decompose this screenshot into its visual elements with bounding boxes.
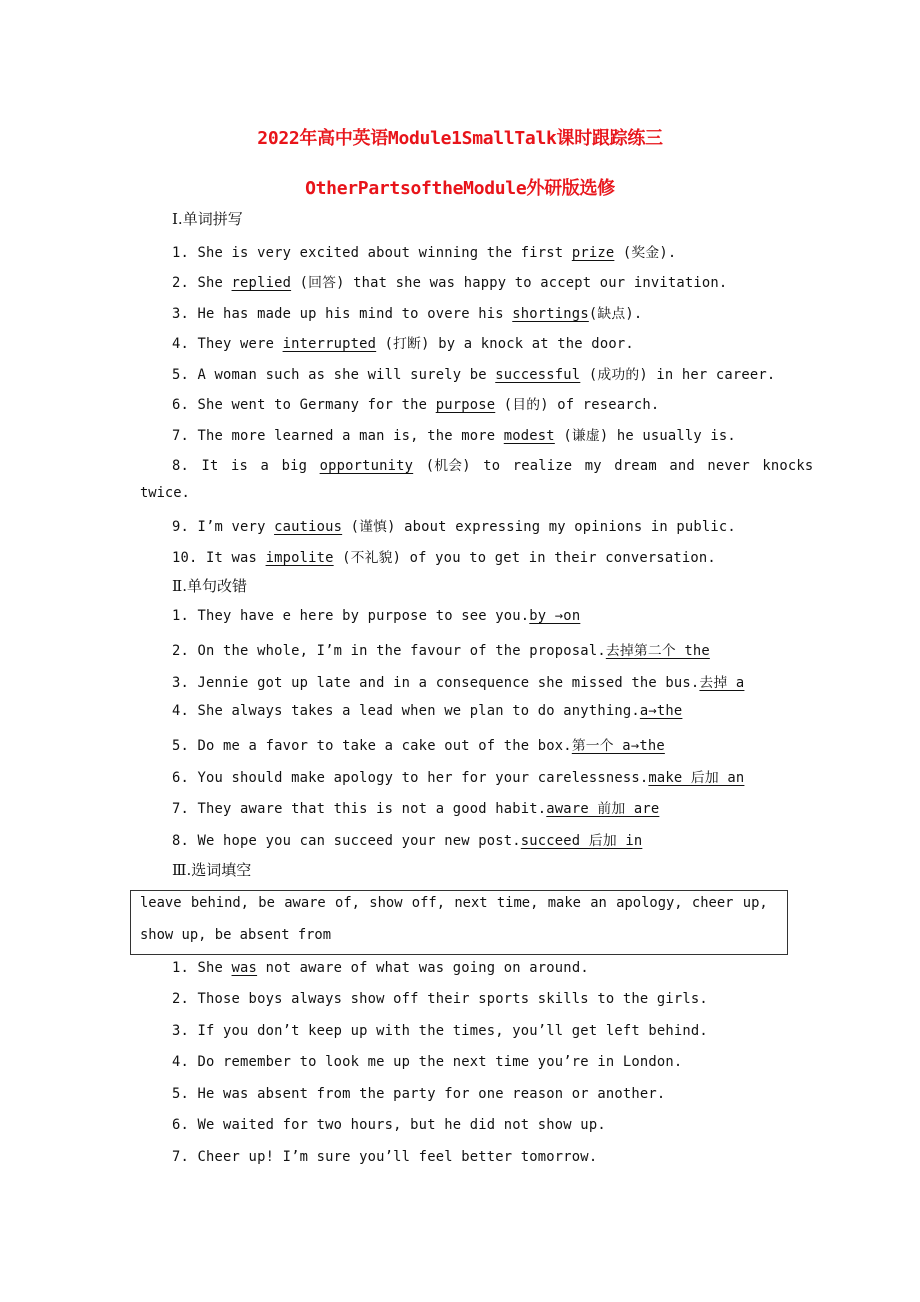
item-answer: was	[231, 960, 258, 976]
item-answer: 第一个 a→the	[571, 738, 665, 754]
item-text: 3. He has made up his mind to overe his	[172, 306, 513, 322]
correction-item	[172, 829, 642, 849]
fill-in-item	[172, 960, 589, 976]
spelling-item	[172, 302, 642, 322]
word-bank-box	[130, 890, 788, 955]
correction-item	[172, 797, 659, 817]
item-text: (回答) that she was happy to accept our invitation.	[291, 275, 728, 291]
item-text: 3. Jennie got up late and in a consequence she missed the bus.	[172, 675, 700, 691]
fill-in-item: 4. Do remember to look me up the next time you’re in London.	[172, 1054, 683, 1070]
item-answer: 去掉第二个 the	[605, 643, 710, 659]
item-text: 8. It is a big	[172, 458, 320, 474]
item-text: (目的) of research.	[495, 397, 660, 413]
item-text: (不礼貌) of you to get in their conversation.	[333, 550, 716, 566]
item-text: 4. She always takes a lead when we plan to do anything.	[172, 703, 640, 719]
section-heading-error-correction: Ⅱ.单句改错	[172, 577, 247, 595]
item-answer: shortings	[512, 306, 589, 322]
item-answer: succeed 后加 in	[520, 833, 643, 849]
item-text: (奖金).	[614, 245, 677, 261]
document-title-line2: OtherPartsoftheModule外研版选修	[305, 178, 615, 199]
spelling-item	[172, 515, 736, 535]
correction-item	[172, 639, 710, 659]
correction-item	[172, 766, 744, 786]
item-answer: modest	[503, 428, 555, 444]
item-text: 5. Do me a favor to take a cake out of the box.	[172, 738, 572, 754]
spelling-item	[172, 363, 775, 383]
spelling-item	[172, 241, 676, 261]
item-answer: purpose	[435, 397, 496, 413]
item-text: 4. They were	[172, 336, 283, 352]
spelling-item	[172, 332, 634, 352]
correction-item	[172, 608, 580, 624]
item-answer: cautious	[274, 519, 343, 535]
spelling-item	[172, 546, 716, 566]
item-answer: by →on	[529, 608, 581, 624]
item-text: 1. She	[172, 960, 232, 976]
item-text: (成功的) in her career.	[580, 367, 776, 383]
fill-in-item: 5. He was absent from the party for one reason or another.	[172, 1086, 666, 1102]
item-answer: interrupted	[282, 336, 377, 352]
word-bank-line1: leave behind, be aware of, show off, next time, make an apology, cheer up,	[140, 895, 768, 911]
item-answer: aware 前加 are	[546, 801, 660, 817]
item-text: (谦虚) he usually is.	[554, 428, 736, 444]
item-answer: prize	[571, 245, 615, 261]
section-heading-fill-in: Ⅲ.选词填空	[172, 861, 252, 879]
item-text: 1. She is very excited about winning the first	[172, 245, 572, 261]
spelling-item	[172, 271, 727, 291]
item-text: 10. It was	[172, 550, 266, 566]
item-text: 2. She	[172, 275, 232, 291]
item-text: 6. She went to Germany for the	[172, 397, 436, 413]
spelling-item-continuation: twice.	[140, 485, 190, 501]
word-bank-line2: show up, be absent from	[140, 927, 332, 943]
correction-item	[172, 734, 665, 754]
item-text: 9. I’m very	[172, 519, 275, 535]
item-answer: impolite	[265, 550, 334, 566]
item-answer: successful	[495, 367, 581, 383]
item-text: 6. You should make apology to her for your carelessness.	[172, 770, 649, 786]
item-text: not aware of what was going on around.	[257, 960, 589, 976]
item-answer: a→the	[639, 703, 683, 719]
fill-in-item: 2. Those boys always show off their sports skills to the girls.	[172, 991, 708, 1007]
spelling-item	[172, 424, 736, 444]
fill-in-item: 7. Cheer up! I’m sure you’ll feel better tomorrow.	[172, 1149, 598, 1165]
item-text: (谨慎) about expressing my opinions in public.	[342, 519, 736, 535]
item-answer: 去掉 a	[699, 675, 745, 691]
item-answer: replied	[231, 275, 292, 291]
item-text: 5. A woman such as she will surely be	[172, 367, 496, 383]
item-text: (打断) by a knock at the door.	[376, 336, 634, 352]
item-text: 7. The more learned a man is, the more	[172, 428, 504, 444]
document-title-line1: 2022年高中英语Module1SmallTalk课时跟踪练三	[257, 128, 663, 149]
item-answer: opportunity	[319, 458, 414, 474]
item-answer: make 后加 an	[648, 770, 745, 786]
correction-item	[172, 671, 744, 691]
item-text: 7. They aware that this is not a good habit.	[172, 801, 547, 817]
item-text: (机会) to realize my dream and never knocks	[413, 458, 814, 474]
item-text: 8. We hope you can succeed your new post.	[172, 833, 521, 849]
item-text: (缺点).	[588, 306, 643, 322]
spelling-item	[172, 454, 813, 474]
item-text: 2. On the whole, I’m in the favour of the proposal.	[172, 643, 606, 659]
correction-item	[172, 703, 682, 719]
fill-in-item: 3. If you don’t keep up with the times, you’ll get left behind.	[172, 1023, 708, 1039]
item-text: 1. They have e here by purpose to see you.	[172, 608, 530, 624]
section-heading-spelling: Ⅰ.单词拼写	[172, 210, 243, 228]
spelling-item	[172, 393, 659, 413]
fill-in-item: 6. We waited for two hours, but he did not show up.	[172, 1117, 606, 1133]
